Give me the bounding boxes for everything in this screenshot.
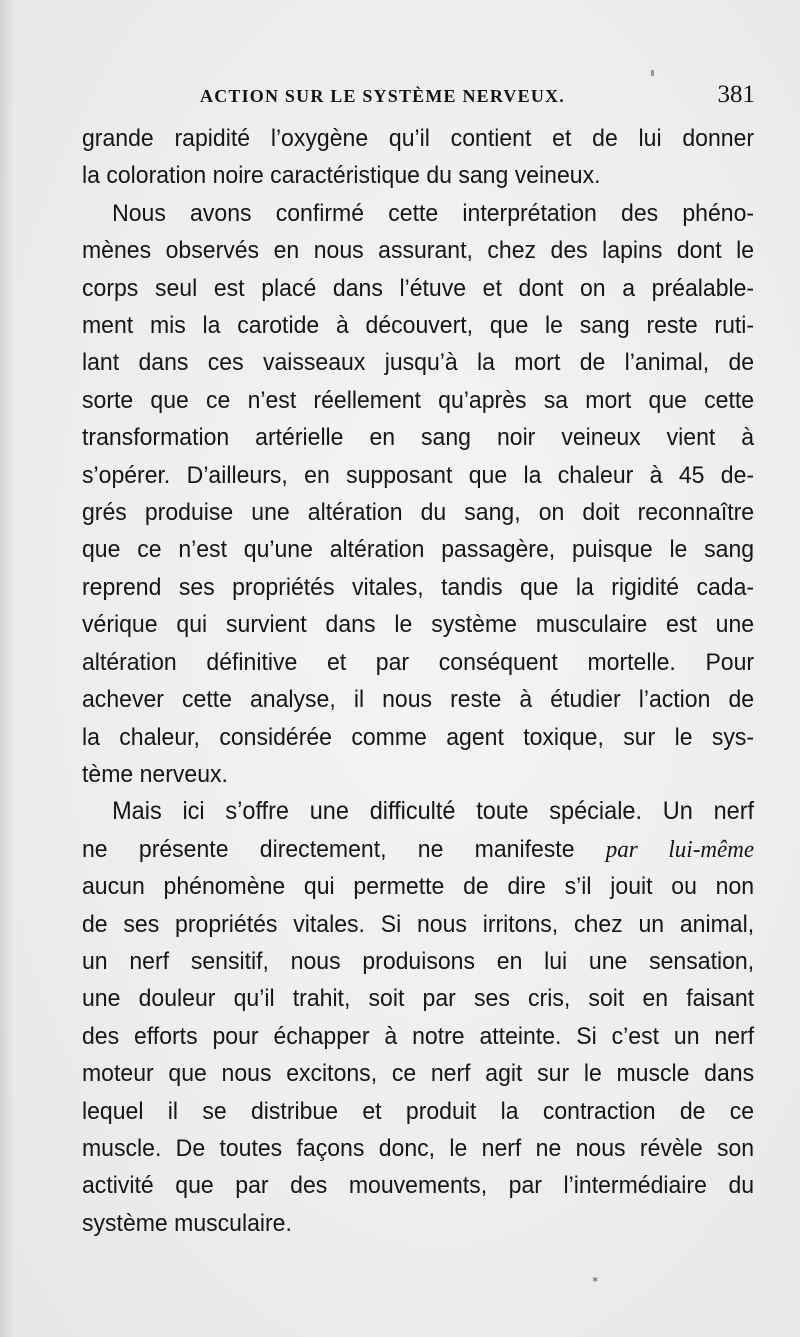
text-line: activité que par des mouvements, par l’intermédiaire du [82, 1172, 755, 1200]
paragraph-first-line: Mais ici s’offre une difficulté toute spéciale. Un nerf [112, 797, 755, 826]
running-head: ACTION SUR LE SYSTÈME NERVEUX. [200, 86, 565, 106]
ink-mark: ✶ [591, 1275, 600, 1286]
text-line: système musculaire. [82, 1209, 292, 1237]
text-line: corps seul est placé dans l’étuve et dont on a préalable- [82, 274, 755, 302]
italic-phrase: par lui-même [605, 835, 755, 863]
text-line: des efforts pour échapper à notre atteinte. Si c’est un nerf [82, 1022, 755, 1050]
page-gutter-shadow [0, 0, 14, 1337]
text-line: sorte que ce n’est réellement qu’après sa mort que cette [82, 386, 755, 414]
text-line: de ses propriétés vitales. Si nous irritons, chez un animal, [82, 910, 755, 938]
text-line: la coloration noire caractéristique du sang veineux. [82, 162, 601, 190]
ink-speck [651, 70, 654, 76]
text-line: mènes observés en nous assurant, chez des lapins dont le [82, 237, 755, 265]
text-line: vérique qui survient dans le système musculaire est une [82, 611, 755, 639]
text-line: un nerf sensitif, nous produisons en lui une sensation, [82, 947, 755, 975]
text-line: la chaleur, considérée comme agent toxique, sur le sys- [82, 723, 755, 751]
page-number: 381 [717, 81, 755, 108]
text-line-with-italic [82, 831, 754, 868]
text-line: lant dans ces vaisseaux jusqu’à la mort de l’animal, de [82, 349, 755, 377]
text-line: moteur que nous excitons, ce nerf agit sur le muscle dans [82, 1060, 755, 1088]
text-line: altération définitive et par conséquent mortelle. Pour [82, 648, 755, 676]
text-line: transformation artérielle en sang noir veineux vient à [82, 424, 755, 452]
text-segment: ne présente directement, ne manifeste [82, 835, 575, 863]
text-line: s’opérer. D’ailleurs, en supposant que la chaleur à 45 de- [82, 461, 755, 489]
text-line: lequel il se distribue et produit la contraction de ce [82, 1097, 755, 1125]
text-line: une douleur qu’il trahit, soit par ses cris, soit en faisant [82, 985, 755, 1013]
text-line: tème nerveux. [82, 760, 228, 788]
text-line: que ce n’est qu’une altération passagère, puisque le sang [82, 536, 755, 564]
page-header [200, 82, 755, 112]
text-line: ment mis la carotide à découvert, que le sang reste ruti- [82, 312, 755, 340]
text-line: grés produise une altération du sang, on doit reconnaître [82, 499, 755, 527]
text-line: aucun phénomène qui permette de dire s’il jouit ou non [82, 873, 755, 901]
paragraph-first-line: Nous avons confirmé cette interprétation des phéno- [112, 199, 755, 227]
text-line: achever cette analyse, il nous reste à étudier l’action de [82, 686, 755, 714]
text-line: grande rapidité l’oxygène qu’il contient et de lui donner [82, 125, 755, 152]
body-text [82, 120, 755, 1242]
text-line: reprend ses propriétés vitales, tandis que la rigidité cada- [82, 573, 755, 601]
text-line: muscle. De toutes façons donc, le nerf ne nous révèle son [82, 1134, 755, 1162]
